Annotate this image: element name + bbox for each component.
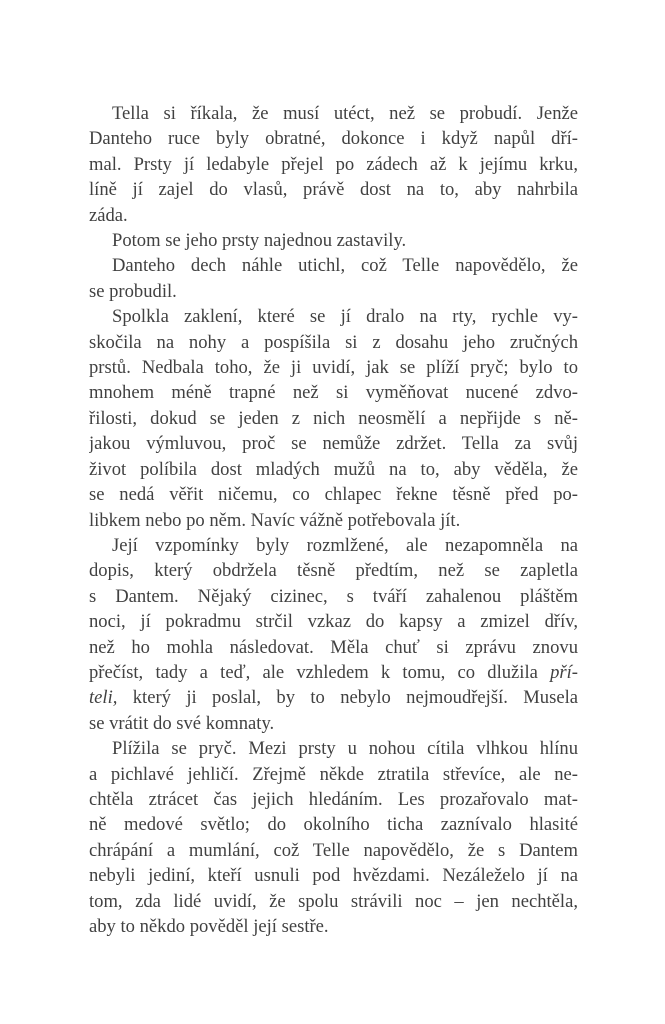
text-line: jakou výmluvou, proč se nemůže zdržet. Tella za svůj [89,433,578,455]
text-line: se probudil. [89,280,177,302]
text-line: skočila na nohy a pospíšila si z dosahu jeho zručných [89,331,578,353]
paragraph [89,101,578,228]
text-line: aby to někdo pověděl její sestře. [89,916,329,937]
text-line: život políbila dost mladých mužů na to, aby věděla, že [89,458,578,480]
text-line: Danteho ruce byly obratné, dokonce i když napůl dří- [89,128,578,150]
text-line: libkem nebo po něm. Navíc vážně potřebovala jít. [89,509,461,531]
text-line: se nedá věřit ničemu, co chlapec řekne těsně před po- [89,484,578,506]
text-line: Tella si říkala, že musí utéct, než se probudí. Jenže [112,103,578,124]
text-line: mnohem méně trapné než si vyměňovat nucené zdvo- [89,382,578,404]
text-line: než ho mohla následovat. Měla chuť si zprávu znovu [89,636,578,658]
text-line: tom, zda lidé uvidí, že spolu strávili noc – jen nechtěla, [89,890,578,912]
text-line: přečíst, tady a teď, ale vzhledem k tomu, co dlužila pří- [89,661,578,683]
text-block [89,101,578,939]
text-line: Potom se jeho prsty najednou zastavily. [112,230,407,252]
text-line: řilosti, dokud se jeden z nich neosmělí a nepřijde s ně- [89,407,578,429]
text-line: teli, který ji poslal, by to nebylo nejmoudřejší. Musela [89,687,578,709]
paragraph [89,228,578,253]
text-line: ně medové světlo; do okolního ticha zaznívalo hlasité [89,814,578,836]
text-line: chtěla ztrácet čas jejich hledáním. Les prozařovalo mat- [89,788,578,810]
text-line: Její vzpomínky byly rozmlžené, ale nezapomněla na [112,534,578,556]
text-line: prstů. Nedbala toho, že ji uvidí, jak se plíží pryč; bylo to [89,357,578,379]
text-line: nebyli jediní, kteří usnuli pod hvězdami. Nezáleželo jí na [89,865,578,887]
text-line: s Dantem. Nějaký cizinec, s tváří zahalenou pláštěm [89,585,578,607]
text-line: dopis, který obdržela těsně předtím, než se zapletla [89,560,578,582]
text-line: Danteho dech náhle utichl, což Telle napovědělo, že [112,255,578,277]
text-line: a pichlavé jehličí. Zřejmě někde ztratila střevíce, ale ne- [89,763,578,785]
paragraph [89,304,578,533]
paragraph [89,253,578,304]
text-line: mal. Prsty jí ledabyle přejel po zádech až k jejímu krku, [89,153,578,175]
text-line: Plížila se pryč. Mezi prsty u nohou cítila vlhkou hlínu [112,738,578,760]
paragraph [89,736,578,939]
text-line: se vrátit do své komnaty. [89,712,275,734]
text-line: noci, jí pokradmu strčil vzkaz do kapsy a zmizel dřív, [89,611,578,633]
text-line: chrápání a mumlání, což Telle napovědělo, že s Dantem [89,839,578,861]
text-line: záda. [89,204,128,226]
text-line: líně jí zajel do vlasů, právě dost na to, aby nahrbila [89,179,578,201]
text-line: Spolkla zaklení, které se jí dralo na rty, rychle vy- [112,306,578,328]
paragraph [89,533,578,736]
